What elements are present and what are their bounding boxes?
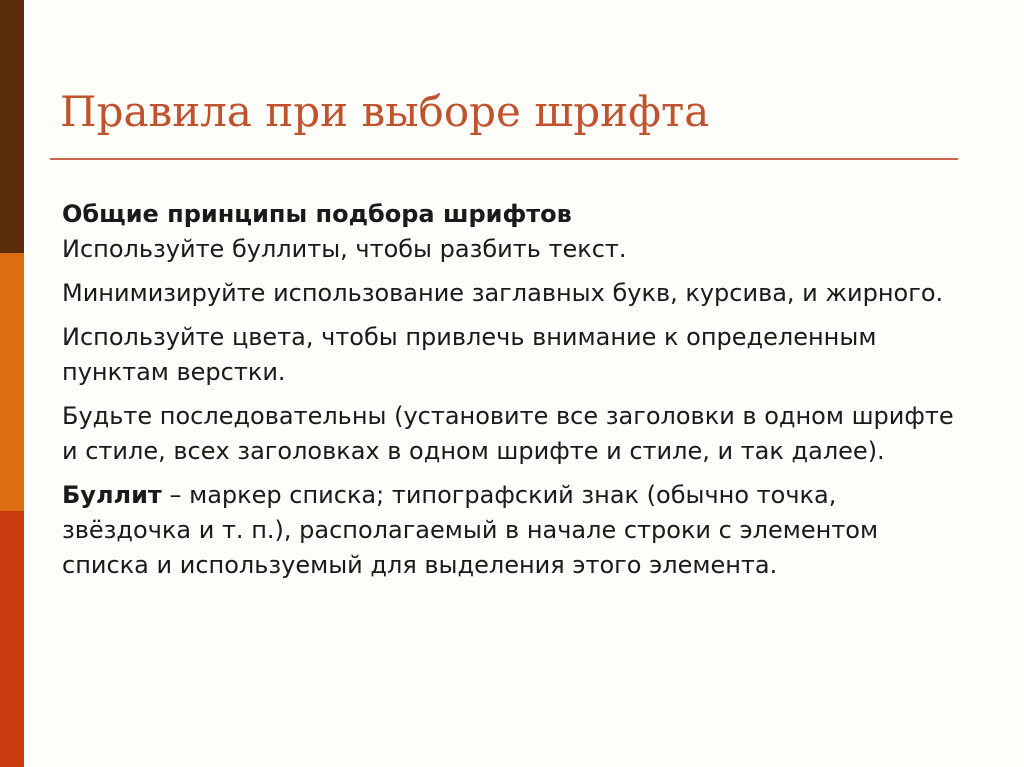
slide-title: Правила при выборе шрифта: [60, 87, 710, 136]
intro-block: [62, 197, 962, 267]
intro-heading: Общие принципы подбора шрифтов: [62, 200, 572, 228]
intro-text: Используйте буллиты, чтобы разбить текст.: [62, 235, 627, 263]
paragraph-capitals: Минимизируйте использование заглавных букв, курсива, и жирного.: [62, 279, 944, 307]
side-stripe-dark-brown: [0, 0, 24, 253]
definition-term: Буллит: [62, 481, 162, 509]
definition-paragraph: [62, 478, 962, 583]
paragraph-consistency: Будьте последовательны (установите все заголовки в одном шрифте и стиле, всех заголовках в одном шрифте и стиле, и так далее).: [62, 402, 954, 465]
side-stripe-red: [0, 511, 24, 767]
definition-text: – маркер списка; типографский знак (обычно точка, звёздочка и т. п.), располагаемый в начале строки с элементом списка и используемый для выделения этого элемента.: [62, 481, 879, 579]
title-underline: [50, 158, 958, 160]
side-stripe-orange: [0, 253, 24, 511]
slide-body: [62, 197, 962, 583]
paragraph-colors: Используйте цвета, чтобы привлечь внимание к определенным пунктам верстки.: [62, 323, 877, 386]
